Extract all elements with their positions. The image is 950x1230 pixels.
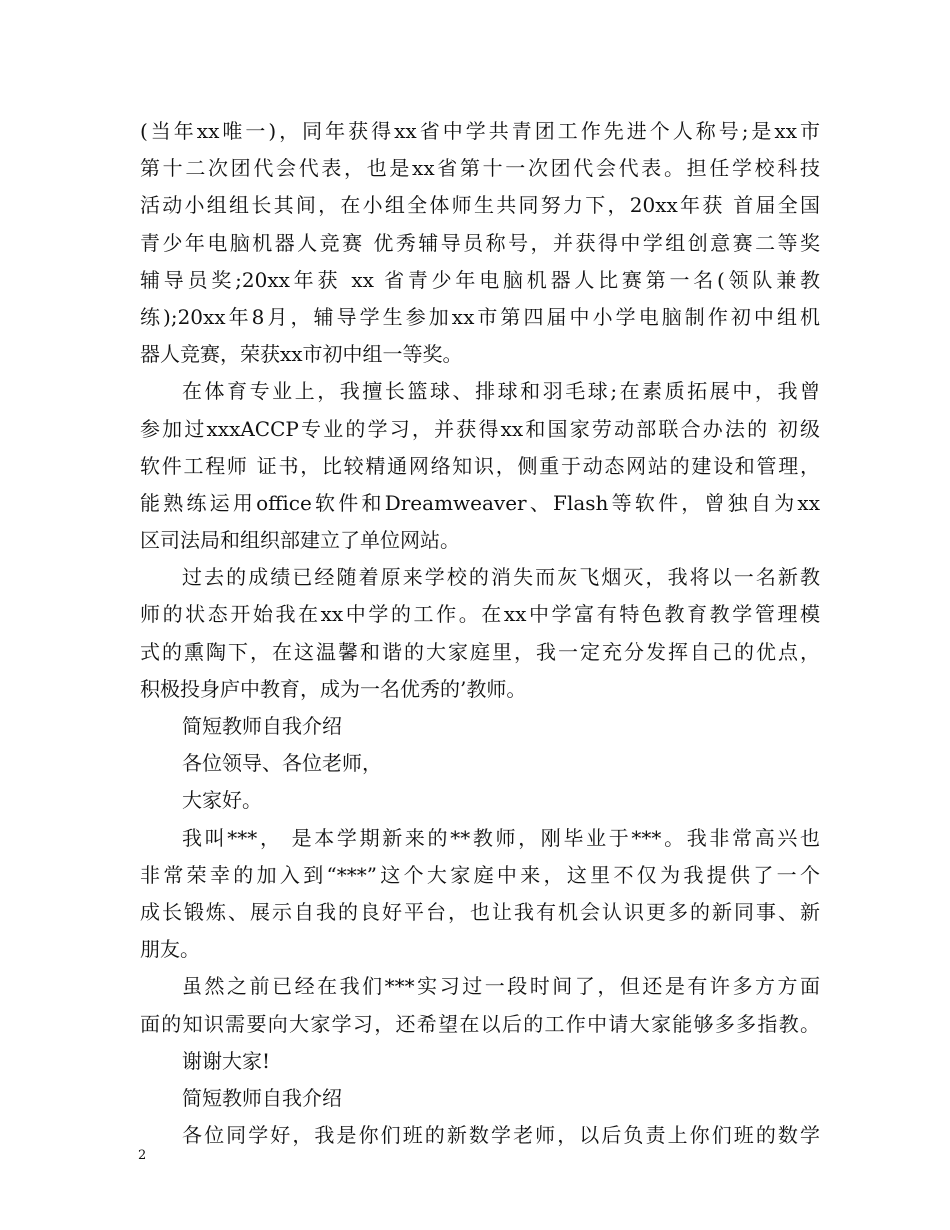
text-line: 师的状态开始我在xx中学的工作。在xx中学富有特色教育教学管理模 (140, 602, 820, 627)
paragraph-start-line: 过去的成绩已经随着原来学校的消失而灰飞烟灭，我将以一名新教 (182, 565, 820, 590)
text-line: 成长锻炼、展示自我的良好平台，也让我有机会认识更多的新同事、新 (140, 899, 820, 924)
paragraph-start-line: 我叫***， 是本学期新来的**教师，刚毕业于***。我非常高兴也 (182, 825, 820, 850)
greeting: 大家好。 (182, 788, 262, 813)
section-heading: 简短教师自我介绍 (182, 714, 342, 738)
section-heading: 简短教师自我介绍 (182, 1085, 342, 1110)
text-line: 面的知识需要向大家学习，还希望在以后的工作中请大家能够多多指教。 (140, 1011, 820, 1036)
text-line: (当年xx唯一)，同年获得xx省中学共青团工作先进个人称号;是xx市 (140, 119, 820, 143)
document-body (140, 113, 820, 1154)
text-line: 辅导员奖;20xx年获 xx 省青少年电脑机器人比赛第一名(领队兼教 (140, 267, 820, 292)
text-line: 软件工程师 证书，比较精通网络知识，侧重于动态网站的建设和管理， (140, 453, 820, 478)
text-line: 朋友。 (140, 937, 200, 962)
text-line: 器人竞赛，荣获xx市初中组一等奖。 (140, 342, 463, 367)
text-line: 能熟练运用office软件和Dreamweaver、Flash等软件，曾独自为xx (140, 490, 820, 515)
text-line: 青少年电脑机器人竞赛 优秀辅导员称号，并获得中学组创意赛二等奖 (140, 230, 820, 255)
text-line: 参加过xxxACCP专业的学习，并获得xx和国家劳动部联合办法的 初级 (140, 416, 820, 441)
text-line: 第十二次团代会代表，也是xx省第十一次团代会代表。担任学校科技 (140, 156, 820, 181)
salutation: 各位领导、各位老师， (182, 751, 382, 776)
text-line: 活动小组组长其间，在小组全体师生共同努力下，20xx年获 首届全国 (140, 193, 820, 218)
text-line: 积极投身庐中教育，成为一名优秀的’教师。 (140, 676, 527, 701)
paragraph-start-line: 各位同学好，我是你们班的新数学老师，以后负责上你们班的数学 (182, 1123, 820, 1148)
paragraph-start-line: 在体育专业上，我擅长篮球、排球和羽毛球;在素质拓展中，我曾 (182, 379, 820, 404)
page-number: 2 (138, 1148, 147, 1163)
text-line: 非常荣幸的加入到“***”这个大家庭中来，这里不仅为我提供了一个 (140, 862, 820, 887)
paragraph-start-line: 虽然之前已经在我们***实习过一段时间了，但还是有许多方方面 (182, 974, 820, 999)
text-line: 练);20xx年8月，辅导学生参加xx市第四届中小学电脑制作初中组机 (140, 304, 820, 329)
text-line: 式的熏陶下，在这温馨和谐的大家庭里，我一定充分发挥自己的优点， (140, 639, 820, 664)
text-line: 区司法局和组织部建立了单位网站。 (140, 528, 460, 553)
closing-line: 谢谢大家! (182, 1048, 271, 1073)
